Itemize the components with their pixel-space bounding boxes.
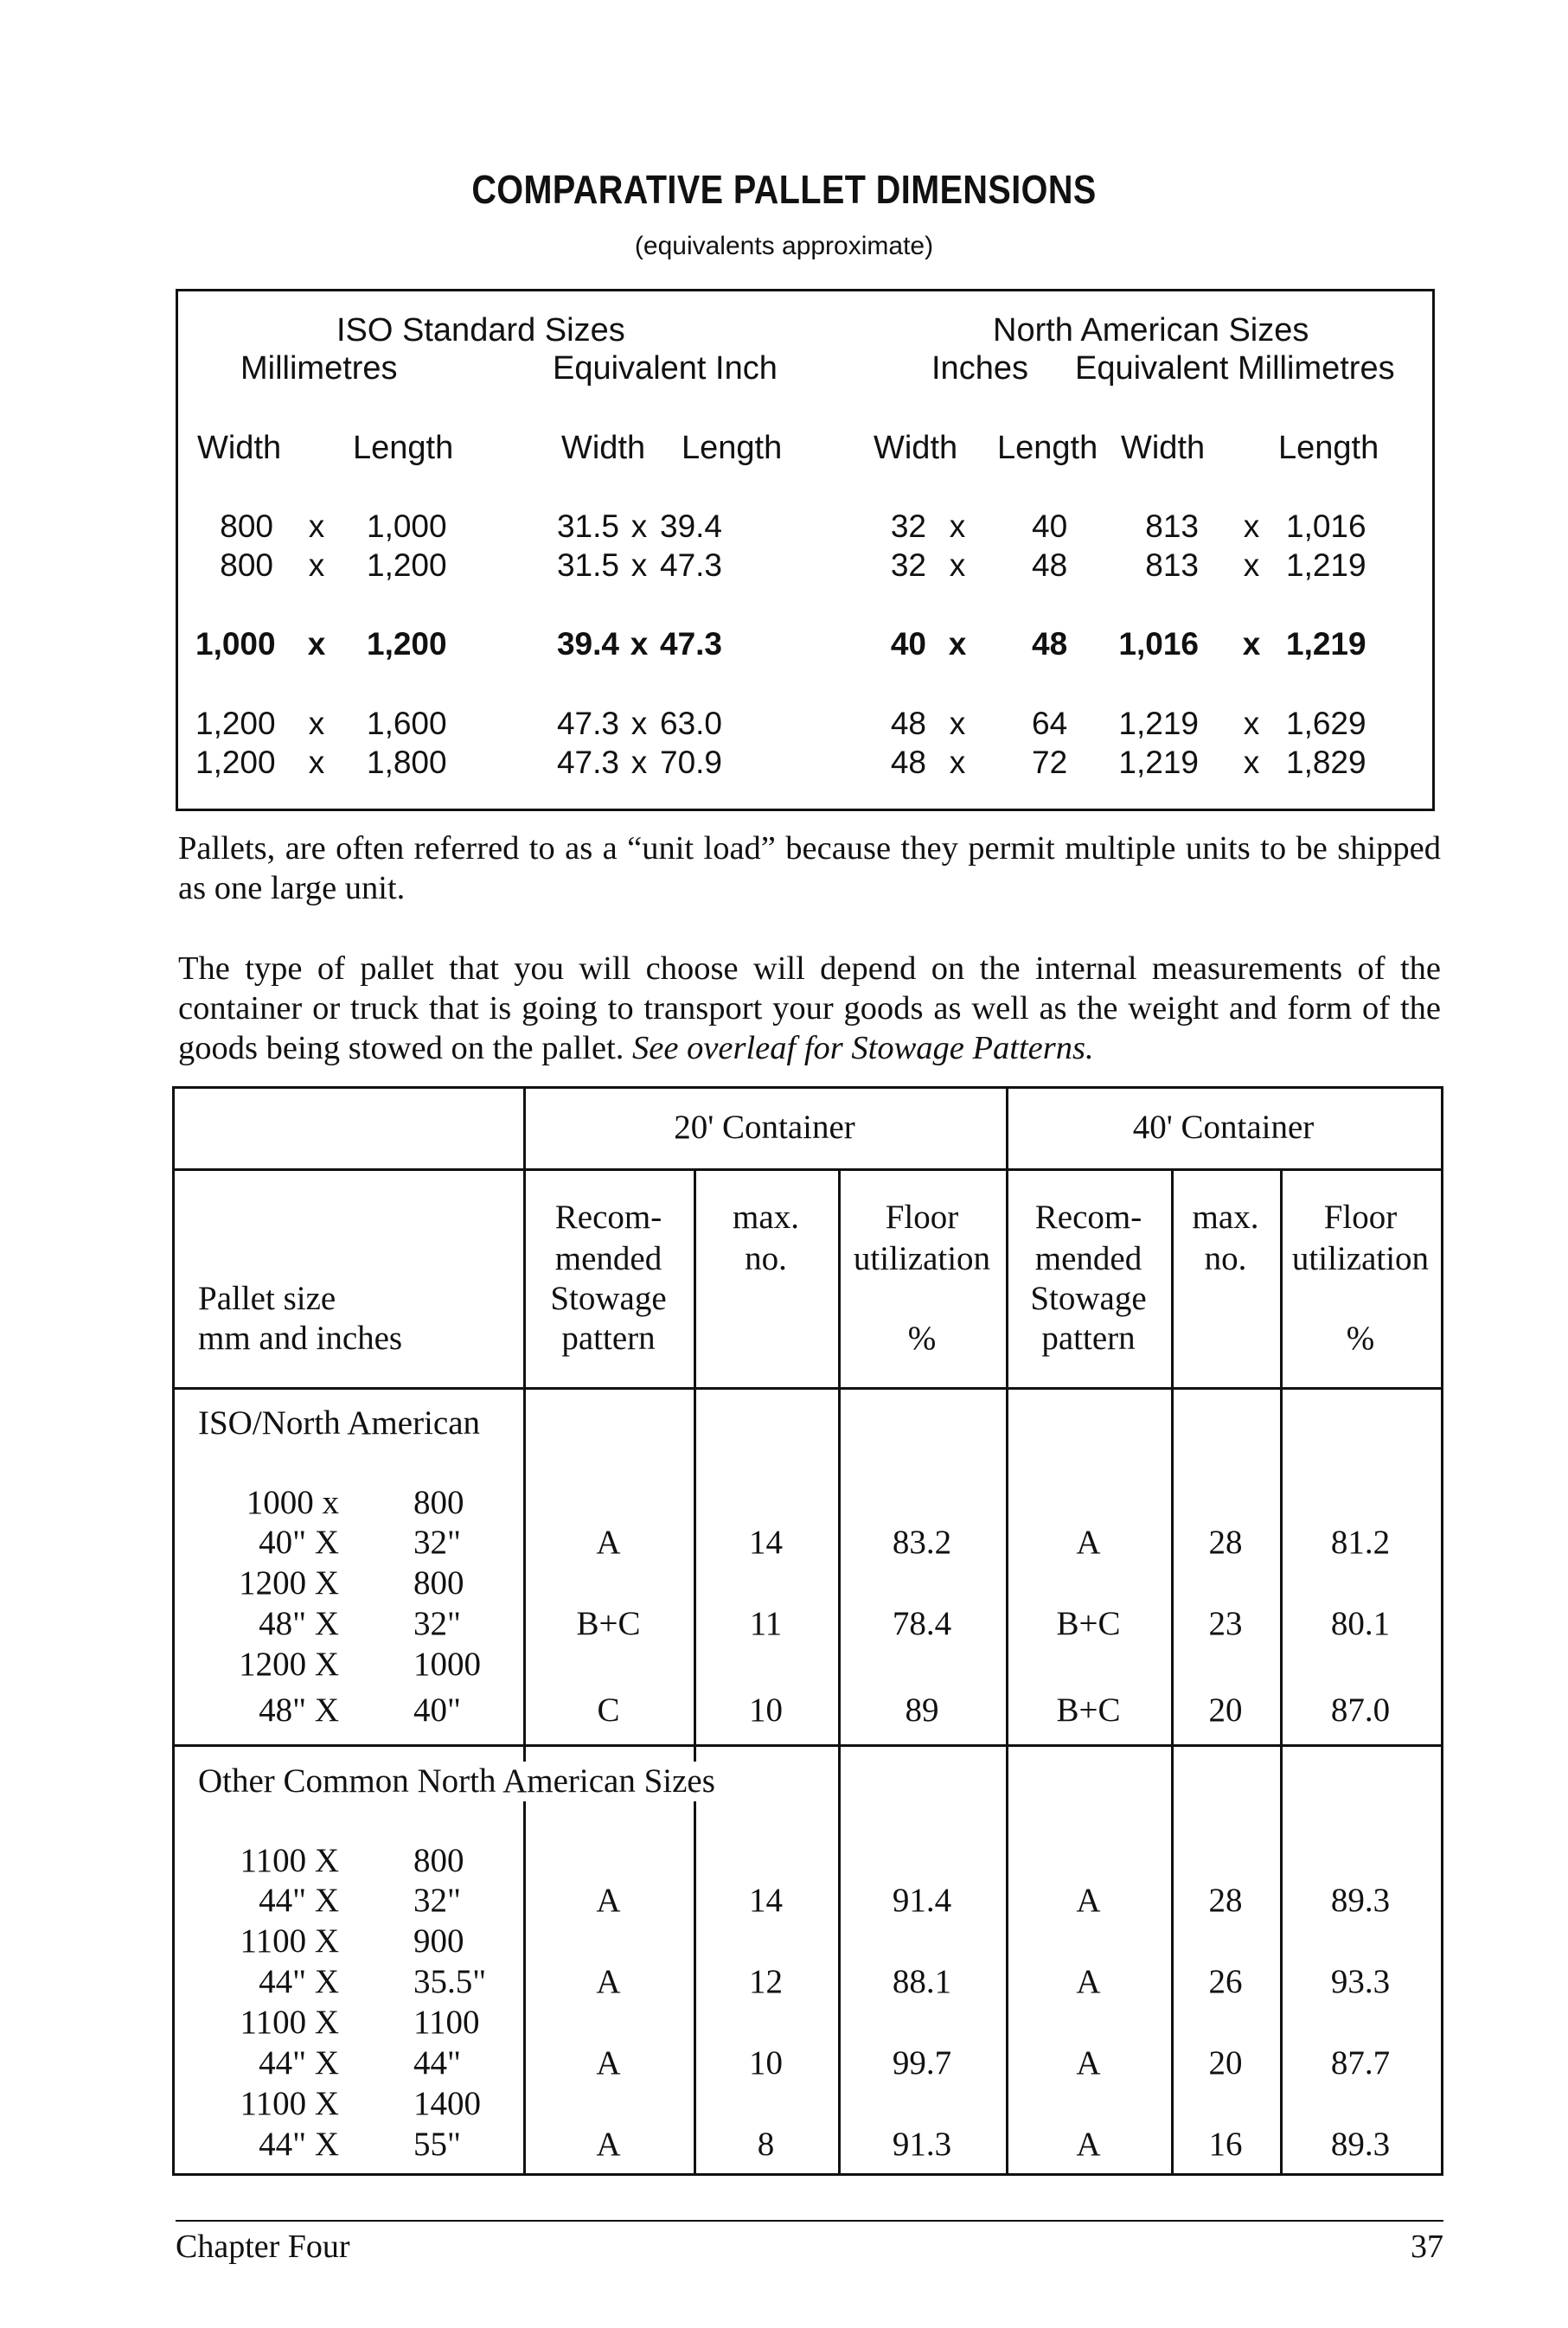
footer-divider	[176, 2220, 1443, 2222]
col-width: Width	[197, 430, 282, 466]
inches-subheader: Inches	[931, 350, 1028, 387]
equivalent-millimetres-subheader: Equivalent Millimetres	[1075, 350, 1395, 387]
header-40-container: 40' Container	[1132, 1109, 1315, 1146]
iso-standard-header: ISO Standard Sizes	[336, 312, 625, 349]
container-stowage-table: 20' Container 40' Container Pallet size mm and inches Recom- mended Stowage pattern max. no. Floor utilization % Recom- mended Stowage pattern max. no. Floor utilization % ISO/North American 1000 x 800 40" X 32" A 14 83.2 A 28 81.2 1200 X 800 48" X 32" B+C 11 78.4 B+C 23 80.1 1200 X 1000 48" X 40" C 10 89 B+C 20 87.0 Other Common North American Sizes 1100 X 800 44" X 32" A 14 91.4 A 28 89.3 1100 X 900 44" X 35.5" A 12 88.1 A 26 93.3 1100 X 1100 44" X 44" A 10 99.7 A 20 87.7 1100 X 1400 44" X 55" A 8 91.3 A 16 89.3	[172, 1086, 1443, 2176]
page-subtitle: (equivalents approximate)	[634, 232, 934, 260]
section-other-north-american: Other Common North American Sizes	[198, 1762, 715, 1800]
stowage-patterns-reference: See overleaf for Stowage Patterns.	[632, 1030, 1094, 1066]
header-20-container: 20' Container	[674, 1109, 855, 1146]
col-length: Length	[682, 430, 783, 466]
pallet-size-label: Pallet size	[198, 1280, 336, 1317]
col-length: Length	[353, 430, 454, 466]
col-width: Width	[561, 430, 646, 466]
col-length: Length	[997, 430, 1098, 466]
section-iso-north-american: ISO/North American	[198, 1404, 481, 1442]
paragraph-unit-load: Pallets, are often referred to as a “unit load” because they permit multiple units to be shipped as one large unit.	[178, 830, 1441, 906]
pallet-dimensions-table: ISO Standard Sizes North American Sizes Millimetres Equivalent Inch Inches Equivalent Millimetres Width Length Width Length Width Length Width Length 800 x 1,000 31.5 x 39.4 32 x 40 813 x 1,016 800 x 1,200 31.5 x 47.3 32 x 48 813 x 1,219 1,000 x 1,200 39.4 x 47.3 40 x 48 1,016 x 1,219 1,200 x 1,600 47.3 x 63.0 48 x 64 1,219 x 1,629 1,200 x 1,800 47.3 x 70.9 48 x 72 1,219 x 1,829	[176, 289, 1435, 811]
col-width: Width	[874, 430, 958, 466]
col-width: Width	[1121, 430, 1206, 466]
equivalent-inch-subheader: Equivalent Inch	[553, 350, 778, 387]
north-american-header: North American Sizes	[993, 312, 1309, 349]
col-length: Length	[1278, 430, 1379, 466]
pallet-size-unit-label: mm and inches	[198, 1320, 403, 1357]
paragraph-pallet-choice: The type of pallet that you will choose will depend on the internal measurements of the container or truck that is going to transport your goods as well as the weight and form of the goods being stowed on the pallet. See overleaf for Stowage Patterns.	[178, 950, 1441, 1066]
millimetres-subheader: Millimetres	[240, 350, 398, 387]
page-number: 37	[1411, 2229, 1443, 2265]
page-title: COMPARATIVE PALLET DIMENSIONS	[471, 167, 1097, 212]
footer-chapter: Chapter Four	[176, 2229, 350, 2265]
